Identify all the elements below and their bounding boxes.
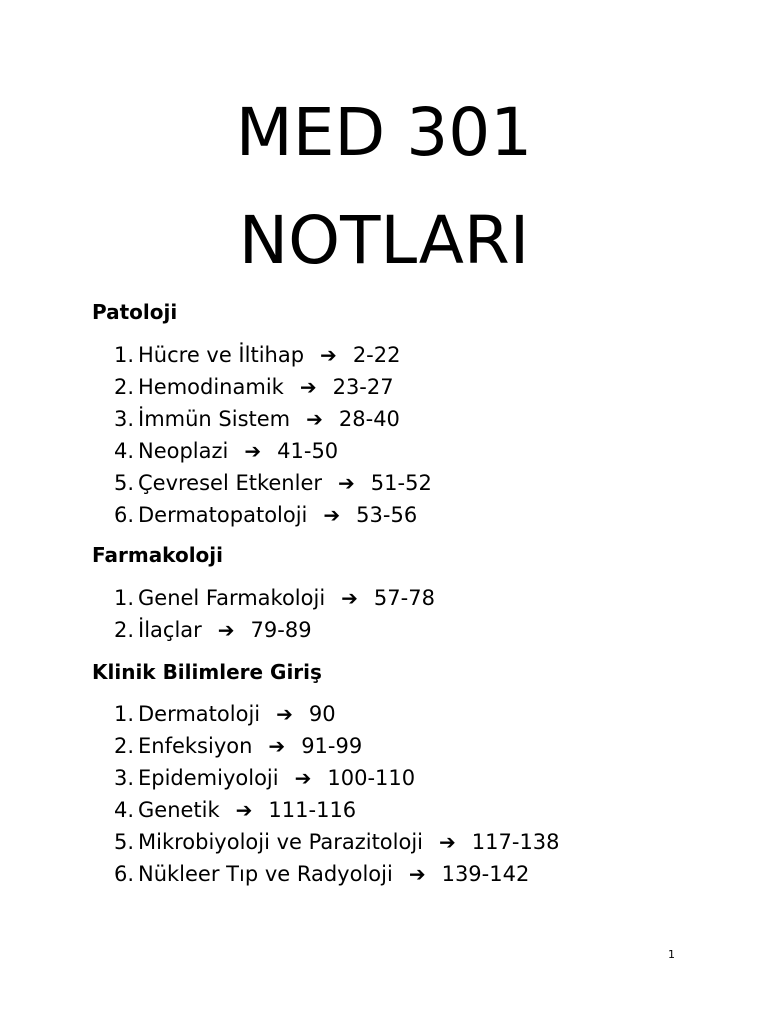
toc-item-pages: 117-138 <box>471 830 560 854</box>
toc-item-name: Hemodinamik <box>138 375 284 399</box>
toc-item-pages: 139-142 <box>441 862 530 886</box>
arrow-right-icon: ➔ <box>408 862 426 886</box>
toc-item: 1. Genel Farmakoloji ➔ 57-78 <box>114 582 435 614</box>
toc-item-name: Neoplazi <box>138 439 229 463</box>
arrow-right-icon: ➔ <box>217 618 235 642</box>
title-line-2: NOTLARI <box>238 202 530 279</box>
toc-item-name: Dermatoloji <box>138 702 261 726</box>
section-heading-patoloji: Patoloji <box>92 300 178 324</box>
toc-item-name: Enfeksiyon <box>138 734 253 758</box>
section-heading-farmakoloji: Farmakoloji <box>92 543 223 567</box>
toc-item-pages: 79-89 <box>250 618 312 642</box>
toc-item: 2. İlaçlar ➔ 79-89 <box>114 614 435 646</box>
arrow-right-icon: ➔ <box>235 798 253 822</box>
toc-item: 5. Çevresel Etkenler ➔ 51-52 <box>114 467 432 499</box>
toc-item-name: Genetik <box>138 798 220 822</box>
arrow-right-icon: ➔ <box>323 503 341 527</box>
toc-item-pages: 2-22 <box>352 343 401 367</box>
toc-item: 1. Hücre ve İltihap ➔ 2-22 <box>114 339 432 371</box>
arrow-right-icon: ➔ <box>338 471 355 495</box>
toc-item: 4. Genetik ➔ 111-116 <box>114 794 560 826</box>
arrow-right-icon: ➔ <box>320 343 337 367</box>
toc-item-pages: 23-27 <box>332 375 394 399</box>
toc-list-klinik-bilimlere-giris <box>114 698 560 890</box>
toc-item: 6. Dermatopatoloji ➔ 53-56 <box>114 499 432 531</box>
arrow-right-icon: ➔ <box>268 734 286 758</box>
toc-item-name: Mikrobiyoloji ve Parazitoloji <box>138 830 424 854</box>
toc-item: 3. İmmün Sistem ➔ 28-40 <box>114 403 432 435</box>
arrow-right-icon: ➔ <box>276 702 293 726</box>
toc-item-pages: 51-52 <box>370 471 432 495</box>
arrow-right-icon: ➔ <box>439 830 456 854</box>
title-line-1: MED 301 <box>235 94 533 171</box>
toc-item-pages: 53-56 <box>356 503 418 527</box>
toc-item: 2. Hemodinamik ➔ 23-27 <box>114 371 432 403</box>
page-number: 1 <box>668 948 675 961</box>
toc-item: 3. Epidemiyoloji ➔ 100-110 <box>114 762 560 794</box>
toc-item: 1. Dermatoloji ➔ 90 <box>114 698 560 730</box>
toc-item-pages: 111-116 <box>268 798 357 822</box>
toc-item-name: Epidemiyoloji <box>138 766 279 790</box>
toc-item: 6. Nükleer Tıp ve Radyoloji ➔ 139-142 <box>114 858 560 890</box>
toc-list-patoloji <box>114 339 432 531</box>
toc-item-name: Hücre ve İltihap <box>138 343 305 367</box>
arrow-right-icon: ➔ <box>299 375 317 399</box>
section-heading-klinik-bilimlere-giris: Klinik Bilimlere Giriş <box>92 660 322 684</box>
toc-item-pages: 100-110 <box>327 766 416 790</box>
toc-item-name: İmmün Sistem <box>138 407 291 431</box>
toc-item: 5. Mikrobiyoloji ve Parazitoloji ➔ 117-138 <box>114 826 560 858</box>
toc-item: 4. Neoplazi ➔ 41-50 <box>114 435 432 467</box>
toc-item-name: İlaçlar <box>138 618 202 642</box>
toc-item: 2. Enfeksiyon ➔ 91-99 <box>114 730 560 762</box>
toc-item-name: Dermatopatoloji <box>138 503 308 527</box>
toc-item-pages: 41-50 <box>277 439 339 463</box>
toc-item-name: Çevresel Etkenler <box>138 471 323 495</box>
toc-item-name: Genel Farmakoloji <box>138 586 326 610</box>
toc-list-farmakoloji <box>114 582 435 646</box>
toc-item-name: Nükleer Tıp ve Radyoloji <box>138 862 393 886</box>
arrow-right-icon: ➔ <box>341 586 358 610</box>
toc-item-pages: 28-40 <box>338 407 400 431</box>
arrow-right-icon: ➔ <box>294 766 312 790</box>
toc-item-pages: 57-78 <box>373 586 435 610</box>
arrow-right-icon: ➔ <box>306 407 323 431</box>
arrow-right-icon: ➔ <box>244 439 262 463</box>
toc-item-pages: 91-99 <box>301 734 363 758</box>
toc-item-pages: 90 <box>308 702 336 726</box>
